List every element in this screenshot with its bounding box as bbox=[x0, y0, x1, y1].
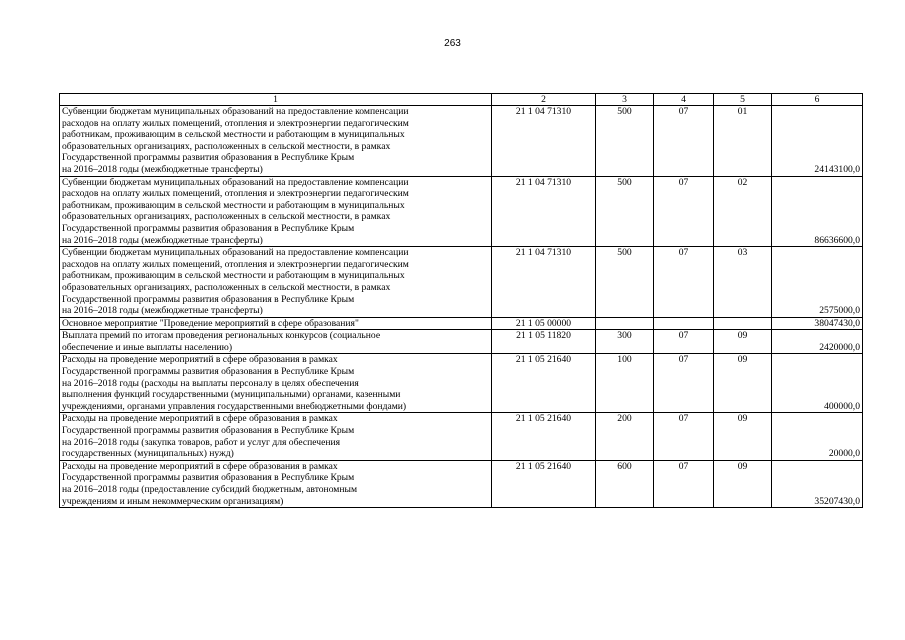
description-line: Субвенции бюджетам муниципальных образований на предоставление компенсации bbox=[62, 106, 409, 117]
row-description bbox=[60, 317, 492, 330]
description-line: Государственной программы развития образования в Республике Крым bbox=[62, 425, 355, 437]
table-row bbox=[60, 106, 863, 177]
row-section: 07 bbox=[654, 413, 714, 460]
description-line: Государственной программы развития образования в Республике Крым bbox=[62, 222, 355, 234]
row-code: 21 1 05 21640 bbox=[492, 354, 596, 413]
table-row bbox=[60, 176, 863, 247]
table-header-row bbox=[60, 94, 863, 106]
row-subsection: 02 bbox=[714, 176, 772, 247]
description-line: работникам, проживающим в сельской местности и работающим в муниципальных bbox=[62, 129, 405, 141]
table-body bbox=[60, 94, 863, 508]
description-line: Субвенции бюджетам муниципальных образований на предоставление компенсации bbox=[62, 176, 409, 188]
row-expense-type: 300 bbox=[596, 330, 654, 354]
table-row bbox=[60, 330, 863, 354]
row-subsection bbox=[714, 317, 772, 330]
row-expense-type: 100 bbox=[596, 354, 654, 413]
column-header-1: 1 bbox=[60, 94, 492, 106]
description-line: Государственной программы развития образования в Республике Крым bbox=[62, 472, 355, 484]
row-code: 21 1 05 21640 bbox=[492, 460, 596, 507]
row-section: 07 bbox=[654, 106, 714, 177]
row-amount: 20000,0 bbox=[772, 413, 863, 460]
page-number: 263 bbox=[444, 38, 461, 49]
description-line: образовательных организациях, расположенных в сельской местности, в рамках bbox=[62, 281, 391, 293]
description-line: на 2016–2018 годы (межбюджетные трансферты) bbox=[62, 305, 263, 317]
row-code: 21 1 05 00000 bbox=[492, 317, 596, 330]
row-expense-type bbox=[596, 317, 654, 330]
description-line: обеспечение и иные выплаты населению) bbox=[62, 341, 233, 353]
description-line: образовательных организациях, расположенных в сельской местности, в рамках bbox=[62, 140, 391, 152]
column-header-3: 3 bbox=[596, 94, 654, 106]
row-description bbox=[60, 460, 492, 507]
row-subsection: 09 bbox=[714, 413, 772, 460]
description-line: Расходы на проведение мероприятий в сфере образования в рамках bbox=[62, 354, 338, 366]
description-line: Субвенции бюджетам муниципальных образований на предоставление компенсации bbox=[62, 247, 409, 259]
row-code: 21 1 04 71310 bbox=[492, 247, 596, 318]
row-section: 07 bbox=[654, 247, 714, 318]
row-section: 07 bbox=[654, 354, 714, 413]
description-line: на 2016–2018 годы (предоставление субсидий бюджетным, автономным bbox=[62, 484, 358, 495]
row-description bbox=[60, 106, 492, 177]
row-description bbox=[60, 247, 492, 318]
description-line: расходов на оплату жилых помещений, отопления и электроэнергии педагогическим bbox=[62, 117, 409, 129]
row-code: 21 1 04 71310 bbox=[492, 106, 596, 177]
column-header-6: 6 bbox=[772, 94, 863, 106]
budget-table bbox=[59, 93, 863, 508]
description-line: Выплата премий по итогам проведения региональных конкурсов (социальное bbox=[62, 330, 381, 342]
description-line: Основное мероприятие "Проведение мероприятий в сфере образования" bbox=[62, 317, 359, 329]
row-description bbox=[60, 330, 492, 354]
row-subsection: 01 bbox=[714, 106, 772, 177]
row-code: 21 1 04 71310 bbox=[492, 176, 596, 247]
row-section: 07 bbox=[654, 330, 714, 354]
description-line: государственных (муниципальных) нужд) bbox=[62, 448, 234, 460]
row-subsection: 09 bbox=[714, 354, 772, 413]
row-description bbox=[60, 176, 492, 247]
row-amount: 24143100,0 bbox=[772, 106, 863, 177]
row-expense-type: 600 bbox=[596, 460, 654, 507]
row-subsection: 03 bbox=[714, 247, 772, 318]
description-line: Расходы на проведение мероприятий в сфере образования в рамках bbox=[62, 413, 338, 425]
row-subsection: 09 bbox=[714, 460, 772, 507]
description-line: расходов на оплату жилых помещений, отопления и электроэнергии педагогическим bbox=[62, 188, 409, 200]
row-description bbox=[60, 354, 492, 413]
description-line: учреждениями, органами управления государственными внебюджетными фондами) bbox=[62, 400, 407, 412]
row-code: 21 1 05 11820 bbox=[492, 330, 596, 354]
row-section: 07 bbox=[654, 460, 714, 507]
description-line: работникам, проживающим в сельской местности и работающим в муниципальных bbox=[62, 270, 405, 282]
row-amount: 2575000,0 bbox=[772, 247, 863, 318]
table-row bbox=[60, 413, 863, 460]
row-expense-type: 500 bbox=[596, 247, 654, 318]
row-subsection: 09 bbox=[714, 330, 772, 354]
row-expense-type: 500 bbox=[596, 176, 654, 247]
row-code: 21 1 05 21640 bbox=[492, 413, 596, 460]
column-header-4: 4 bbox=[654, 94, 714, 106]
description-line: Государственной программы развития образования в Республике Крым bbox=[62, 152, 355, 164]
description-line: работникам, проживающим в сельской местности и работающим в муниципальных bbox=[62, 199, 405, 211]
row-amount: 35207430,0 bbox=[772, 460, 863, 507]
description-line: учреждениям и иным некоммерческим организациям) bbox=[62, 495, 284, 507]
row-section: 07 bbox=[654, 176, 714, 247]
row-description bbox=[60, 413, 492, 460]
row-amount: 86636600,0 bbox=[772, 176, 863, 247]
description-line: расходов на оплату жилых помещений, отопления и электроэнергии педагогическим bbox=[62, 258, 409, 270]
description-line: на 2016–2018 годы (межбюджетные трансферты) bbox=[62, 163, 263, 175]
column-header-5: 5 bbox=[714, 94, 772, 106]
row-expense-type: 200 bbox=[596, 413, 654, 460]
row-amount: 400000,0 bbox=[772, 354, 863, 413]
description-line: на 2016–2018 годы (расходы на выплаты персоналу в целях обеспечения bbox=[62, 377, 359, 389]
description-line: образовательных организациях, расположенных в сельской местности, в рамках bbox=[62, 211, 391, 223]
table-row bbox=[60, 317, 863, 330]
column-header-2: 2 bbox=[492, 94, 596, 106]
row-section bbox=[654, 317, 714, 330]
description-line: Государственной программы развития образования в Республике Крым bbox=[62, 293, 355, 305]
row-amount: 38047430,0 bbox=[772, 317, 863, 330]
row-amount: 2420000,0 bbox=[772, 330, 863, 354]
description-line: на 2016–2018 годы (закупка товаров, работ и услуг для обеспечения bbox=[62, 436, 341, 448]
table-row bbox=[60, 460, 863, 507]
table-row bbox=[60, 247, 863, 318]
row-expense-type: 500 bbox=[596, 106, 654, 177]
description-line: Государственной программы развития образования в Республике Крым bbox=[62, 366, 355, 378]
description-line: выполнения функций государственными (муниципальными) органами, казенными bbox=[62, 389, 401, 401]
description-line: на 2016–2018 годы (межбюджетные трансферты) bbox=[62, 234, 263, 246]
table-row bbox=[60, 354, 863, 413]
description-line: Расходы на проведение мероприятий в сфере образования в рамках bbox=[62, 460, 338, 472]
